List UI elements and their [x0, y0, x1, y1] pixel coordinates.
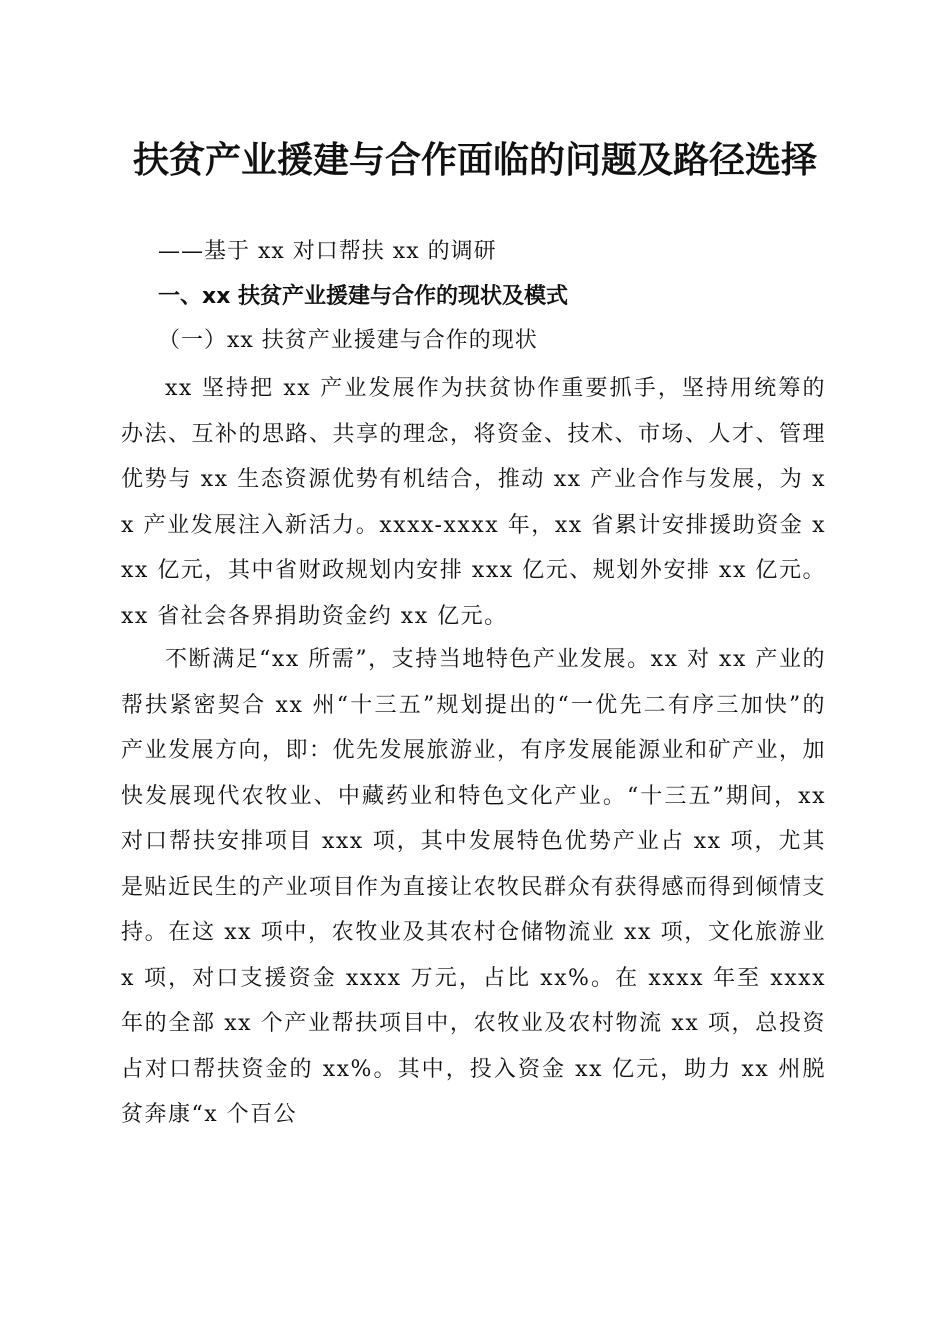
- body-paragraph-2: 不断满足“xx 所需”，支持当地特色产业发展。xx 对 xx 产业的帮扶紧密契合 xx 州“十三五”规划提出的“一优先二有序三加快”的产业发展方向，即：优先发展旅游业，有序发展能源业和矿产业，加快发展现代农牧业、中藏药业和特色文化产业。“十三五”期间，xx 对口帮扶安排项目 xxx 项，其中发展特色优势产业占 xx 项，尤其是贴近民生的产业项目作为直接让农牧民群众有获得感而得到倾情支持。在这 xx 项中，农牧业及其农村仓储物流业 xx 项，文化旅游业 x 项，对口支援资金 xxxx 万元，占比 xx%。在 xxxx 年至 xxxx 年的全部 xx 个产业帮扶项目中，农牧业及农村物流 xx 项，总投资占对口帮扶资金的 xx%。其中，投入资金 xx 亿元，助力 xx 州脱贫奔康“x 个百公: [121, 647, 827, 1127]
- section-heading: 一、xx 扶贫产业援建与合作的现状及模式: [158, 284, 569, 309]
- document-subtitle: ——基于 xx 对口帮扶 xx 的调研: [158, 239, 497, 264]
- subsection-heading: （一）xx 扶贫产业援建与合作的现状: [158, 328, 538, 353]
- body-paragraph-1: xx 坚持把 xx 产业发展作为扶贫协作重要抓手，坚持用统筹的办法、互补的思路、共享的理念，将资金、技术、市场、人才、管理优势与 xx 生态资源优势有机结合，推动 xx 产业合作与发展，为 xx 产业发展注入新活力。xxxx-xxxx 年，xx 省累计安排援助资金 xxx 亿元，其中省财政规划内安排 xxx 亿元、规划外安排 xx 亿元。xx 省社会各界捐助资金约 xx 亿元。: [121, 376, 827, 629]
- document-title: 扶贫产业援建与合作面临的问题及路径选择: [132, 139, 817, 181]
